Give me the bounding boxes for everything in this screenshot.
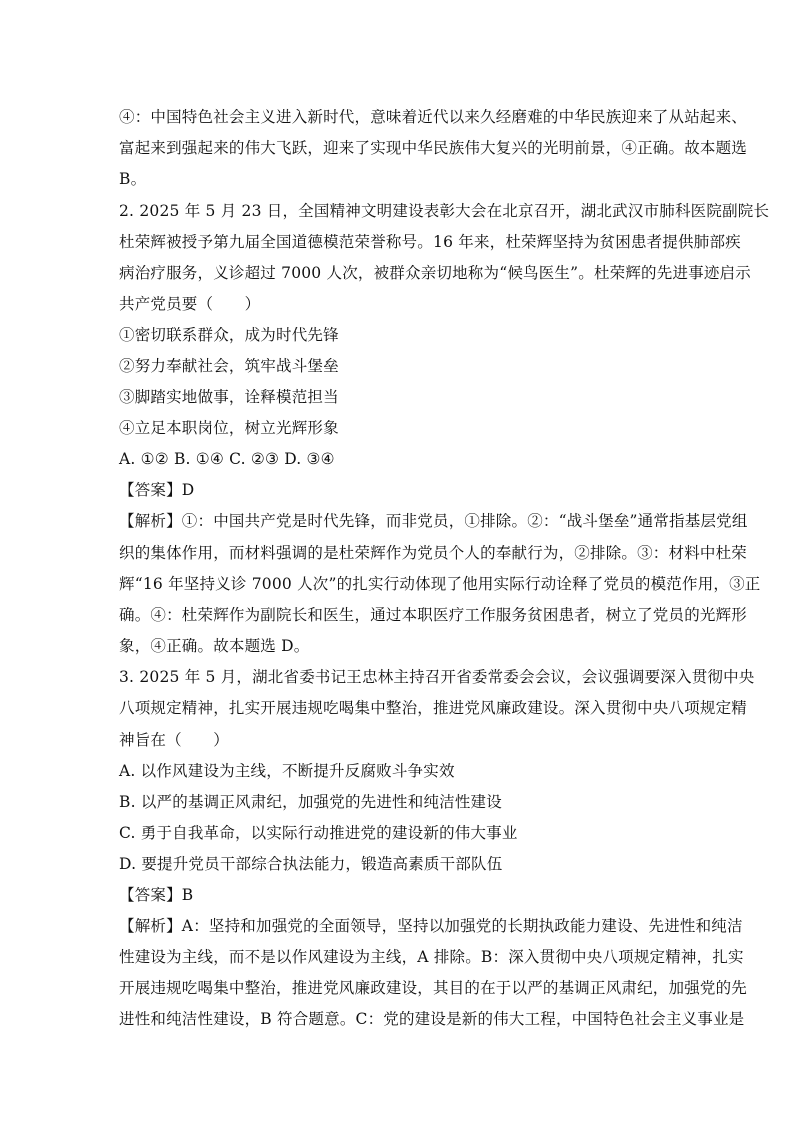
question-2-line-3: 病治疗服务，义诊超过 7000 人次，被群众亲切地称为“候鸟医生”。杜荣辉的先进事迹启示	[119, 263, 751, 282]
option-a: A. 以作风建设为主线，不断提升反腐败斗争实效	[119, 761, 455, 780]
analysis-2-line-4: 确。④：杜荣辉作为副院长和医生，通过本职医疗工作服务贫困患者，树立了党员的光辉形	[119, 605, 748, 624]
text-line-2: 富起来到强起来的伟大飞跃，迎来了实现中华民族伟大复兴的光明前景，④正确。故本题选	[119, 139, 748, 158]
question-3-line-2: 八项规定精神，扎实开展违规吃喝集中整治，推进党风廉政建设。深入贯彻中央八项规定精	[119, 699, 748, 718]
statement-3: ③脚踏实地做事，诠释模范担当	[119, 388, 339, 407]
question-2-line-2: 杜荣辉被授予第九届全国道德模范荣誉称号。16 年来，杜荣辉坚持为贫困患者提供肺部疾	[119, 232, 741, 251]
option-c: C. 勇于自我革命，以实际行动推进党的建设新的伟大事业	[119, 823, 518, 842]
text-line-3: B。	[119, 170, 147, 189]
document-page	[119, 102, 770, 1036]
analysis-3-line-4: 进性和纯洁性建设，B 符合题意。C：党的建设是新的伟大工程，中国特色社会主义事业是	[119, 1010, 745, 1029]
analysis-3-line-1: 【解析】A：坚持和加强党的全面领导，坚持以加强党的长期执政能力建设、先进性和纯洁	[119, 916, 743, 935]
answer-2: 【答案】D	[119, 481, 195, 500]
option-d: D. 要提升党员干部综合执法能力，锻造高素质干部队伍	[119, 854, 503, 873]
statement-4: ④立足本职岗位，树立光辉形象	[119, 419, 339, 438]
question-3-line-1: 3. 2025 年 5 月，湖北省委书记王忠林主持召开省委常委会会议，会议强调要深入贯彻中央	[119, 668, 755, 687]
statement-1: ①密切联系群众，成为时代先锋	[119, 326, 339, 345]
text-line-1: ④：中国特色社会主义进入新时代，意味着近代以来久经磨难的中华民族迎来了从站起来、	[119, 108, 748, 126]
option-b: B. 以严的基调正风肃纪，加强党的先进性和纯洁性建设	[119, 792, 502, 811]
analysis-2-line-3: 辉“16 年坚持义诊 7000 人次”的扎实行动体现了他用实际行动诠释了党员的模范作用，③正	[119, 574, 761, 593]
question-3-line-3: 神旨在（ ）	[119, 730, 229, 749]
answer-3: 【答案】B	[119, 885, 194, 904]
analysis-3-line-3: 开展违规吃喝集中整治，推进党风廉政建设，其目的在于以严的基调正风肃纪，加强党的先	[119, 979, 748, 998]
analysis-2-line-2: 织的集体作用，而材料强调的是杜荣辉作为党员个人的奉献行为，②排除。③：材料中杜荣	[119, 543, 748, 562]
question-2-line-1: 2. 2025 年 5 月 23 日，全国精神文明建设表彰大会在北京召开，湖北武汉市肺科医院副院长	[119, 201, 770, 220]
statement-2: ②努力奉献社会，筑牢战斗堡垒	[119, 357, 339, 376]
analysis-3-line-2: 性建设为主线，而不是以作风建设为主线，A 排除。B：深入贯彻中央八项规定精神，扎实	[119, 948, 744, 966]
analysis-2-line-1: 【解析】①：中国共产党是时代先锋，而非党员，①排除。②：“战斗堡垒”通常指基层党组	[119, 512, 748, 531]
question-2-line-4: 共产党员要（ ）	[119, 295, 261, 314]
analysis-2-line-5: 象，④正确。故本题选 D。	[119, 637, 310, 656]
choices-row: A. ①② B. ①④ C. ②③ D. ③④	[119, 450, 335, 469]
